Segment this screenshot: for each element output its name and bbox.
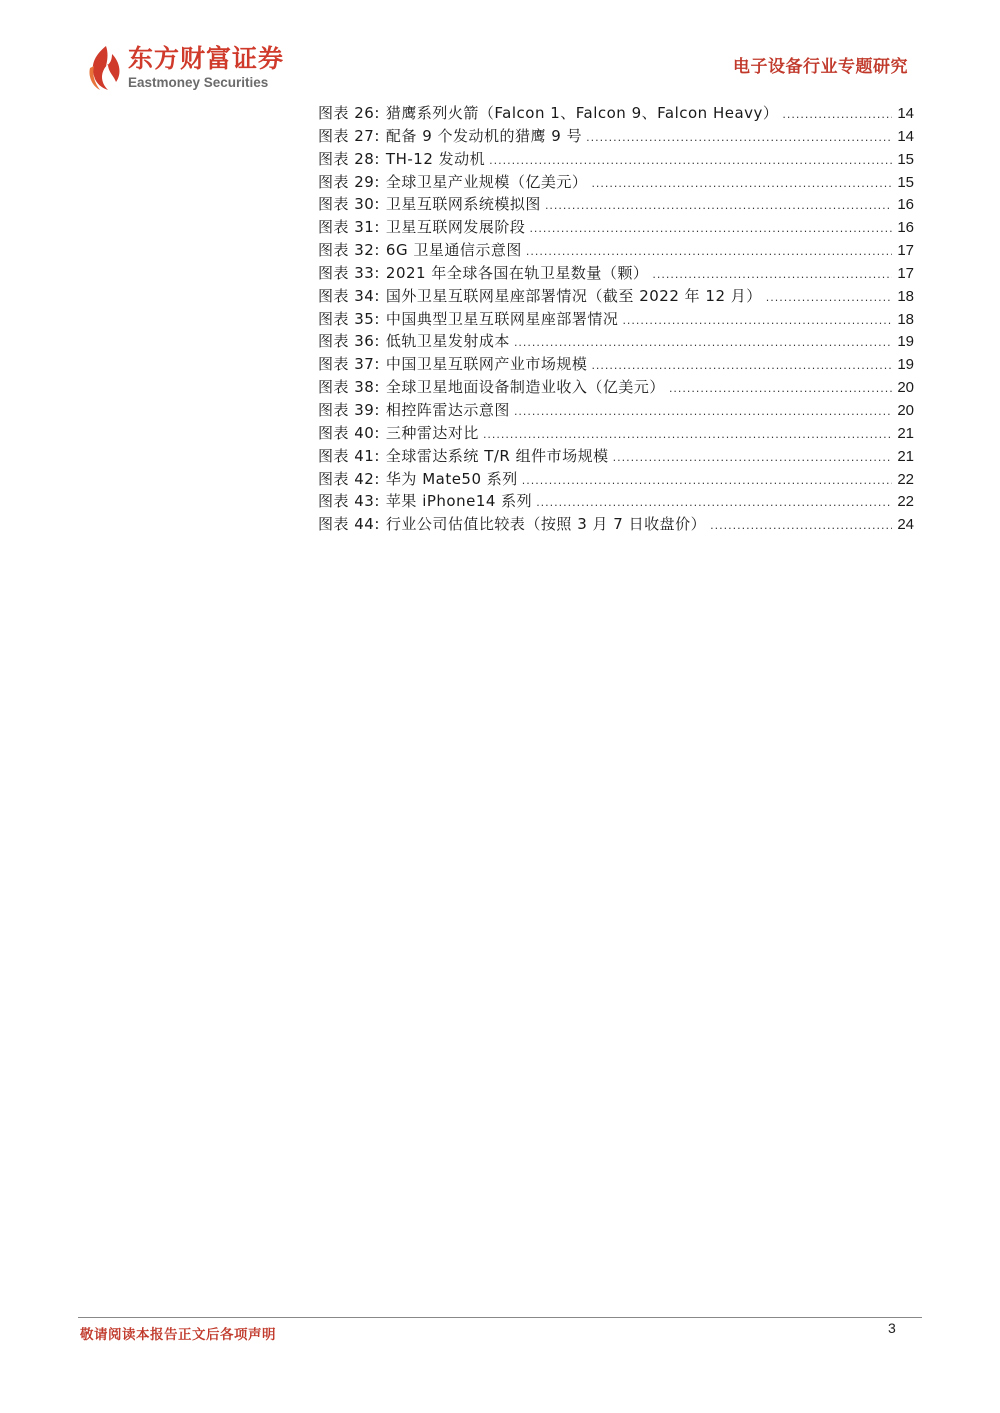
toc-entry-page: 17 bbox=[897, 264, 914, 282]
toc-entry[interactable] bbox=[318, 330, 914, 353]
toc-dot-leader bbox=[522, 468, 892, 493]
toc-dot-leader bbox=[586, 125, 892, 150]
toc-entry-page: 16 bbox=[897, 219, 914, 237]
toc-entry-label: 图表 40: bbox=[318, 423, 380, 442]
toc-entry-page: 14 bbox=[897, 127, 914, 145]
toc-entry-label: 图表 44: bbox=[318, 515, 380, 534]
toc-entry-label: 图表 37: bbox=[318, 355, 380, 374]
toc-dot-leader bbox=[591, 171, 892, 196]
toc-entry[interactable] bbox=[318, 353, 914, 376]
toc-entry-label: 图表 34: bbox=[318, 286, 380, 305]
toc-entry[interactable] bbox=[318, 239, 914, 262]
toc-entry-page: 22 bbox=[897, 493, 914, 511]
report-title: 电子设备行业专题研究 bbox=[733, 57, 908, 77]
toc-entry[interactable] bbox=[318, 308, 914, 331]
page-number: 3 bbox=[888, 1320, 896, 1336]
toc-entry-title: TH-12 发动机 bbox=[385, 149, 486, 168]
toc-entry-page: 15 bbox=[897, 150, 914, 168]
toc-entry-title: 全球卫星地面设备制造业收入（亿美元） bbox=[385, 378, 665, 397]
toc-entry-title: 猎鹰系列火箭（Falcon 1、Falcon 9、Falcon Heavy） bbox=[385, 104, 779, 122]
toc-entry-title: 苹果 iPhone14 系列 bbox=[385, 492, 533, 511]
toc-dot-leader bbox=[591, 353, 892, 378]
toc-dot-leader bbox=[782, 102, 892, 127]
toc-entry[interactable] bbox=[318, 262, 914, 285]
toc-entry-label: 图表 33: bbox=[318, 263, 380, 282]
toc-entry-title: 卫星互联网系统模拟图 bbox=[385, 195, 541, 214]
toc-entry-title: 华为 Mate50 系列 bbox=[385, 469, 518, 488]
toc-entry-title: 国外卫星互联网星座部署情况（截至 2022 年 12 月） bbox=[385, 286, 762, 305]
toc-entry-label: 图表 38: bbox=[318, 378, 380, 397]
toc-entry-page: 19 bbox=[897, 356, 914, 374]
toc-dot-leader bbox=[526, 239, 892, 264]
footer-disclaimer: 敬请阅读本报告正文后各项声明 bbox=[80, 1327, 276, 1343]
toc-entry-label: 图表 42: bbox=[318, 469, 380, 488]
toc-entry-title: 三种雷达对比 bbox=[385, 423, 479, 442]
toc-dot-leader bbox=[710, 513, 892, 538]
brand-logo bbox=[86, 44, 284, 92]
toc-entry-label: 图表 36: bbox=[318, 332, 380, 351]
toc-entry-page: 20 bbox=[897, 401, 914, 419]
toc-entry-title: 相控阵雷达示意图 bbox=[385, 400, 510, 419]
toc-entry-page: 16 bbox=[897, 196, 914, 214]
toc-entry[interactable] bbox=[318, 513, 914, 536]
toc-entry-label: 图表 26: bbox=[318, 104, 380, 122]
toc-dot-leader bbox=[514, 399, 892, 424]
toc-entry-label: 图表 28: bbox=[318, 149, 380, 168]
toc-dot-leader bbox=[622, 308, 892, 333]
toc-entry-label: 图表 41: bbox=[318, 446, 380, 465]
toc-entry-label: 图表 31: bbox=[318, 218, 380, 237]
toc-entry[interactable] bbox=[318, 102, 914, 125]
figure-table-of-contents bbox=[318, 102, 914, 536]
toc-entry-title: 中国典型卫星互联网星座部署情况 bbox=[385, 309, 619, 328]
toc-entry[interactable] bbox=[318, 399, 914, 422]
toc-dot-leader bbox=[652, 262, 892, 287]
toc-dot-leader bbox=[545, 193, 892, 218]
toc-dot-leader bbox=[669, 376, 892, 401]
toc-entry-label: 图表 39: bbox=[318, 400, 380, 419]
toc-entry-page: 20 bbox=[897, 379, 914, 397]
toc-entry-title: 低轨卫星发射成本 bbox=[385, 332, 510, 351]
toc-entry[interactable] bbox=[318, 285, 914, 308]
toc-entry-page: 22 bbox=[897, 470, 914, 488]
toc-entry-page: 18 bbox=[897, 287, 914, 305]
toc-dot-leader bbox=[766, 285, 892, 310]
toc-entry-title: 2021 年全球各国在轨卫星数量（颗） bbox=[385, 263, 649, 282]
toc-entry-label: 图表 30: bbox=[318, 195, 380, 214]
toc-entry[interactable] bbox=[318, 422, 914, 445]
toc-entry[interactable] bbox=[318, 193, 914, 216]
toc-entry[interactable] bbox=[318, 171, 914, 194]
toc-entry-title: 行业公司估值比较表（按照 3 月 7 日收盘价） bbox=[385, 515, 707, 534]
toc-dot-leader bbox=[529, 216, 892, 241]
toc-entry-label: 图表 29: bbox=[318, 172, 380, 191]
toc-entry-title: 6G 卫星通信示意图 bbox=[385, 241, 522, 260]
toc-entry[interactable] bbox=[318, 445, 914, 468]
toc-entry-title: 全球卫星产业规模（亿美元） bbox=[385, 172, 588, 191]
toc-entry[interactable] bbox=[318, 125, 914, 148]
toc-entry[interactable] bbox=[318, 148, 914, 171]
toc-entry-page: 15 bbox=[897, 173, 914, 191]
toc-entry-page: 17 bbox=[897, 242, 914, 260]
toc-entry[interactable] bbox=[318, 490, 914, 513]
flame-logo-icon bbox=[86, 44, 124, 92]
toc-dot-leader bbox=[514, 330, 892, 355]
toc-entry-page: 24 bbox=[897, 516, 914, 534]
toc-entry-page: 21 bbox=[897, 447, 914, 465]
toc-entry[interactable] bbox=[318, 376, 914, 399]
toc-entry-title: 卫星互联网发展阶段 bbox=[385, 218, 526, 237]
toc-dot-leader bbox=[483, 422, 892, 447]
toc-dot-leader bbox=[613, 445, 892, 470]
brand-name-en: Eastmoney Securities bbox=[128, 75, 269, 90]
toc-entry-title: 全球雷达系统 T/R 组件市场规模 bbox=[385, 446, 609, 465]
toc-entry-label: 图表 27: bbox=[318, 126, 380, 145]
toc-entry-label: 图表 32: bbox=[318, 241, 380, 260]
footer-divider bbox=[78, 1317, 922, 1318]
page-header bbox=[0, 0, 1000, 100]
toc-entry-title: 配备 9 个发动机的猎鹰 9 号 bbox=[385, 126, 583, 145]
toc-entry-title: 中国卫星互联网产业市场规模 bbox=[385, 355, 588, 374]
toc-entry-page: 14 bbox=[897, 105, 914, 122]
toc-entry-page: 19 bbox=[897, 333, 914, 351]
toc-entry-label: 图表 35: bbox=[318, 309, 380, 328]
toc-entry-page: 18 bbox=[897, 310, 914, 328]
toc-entry-label: 图表 43: bbox=[318, 492, 380, 511]
toc-entry[interactable] bbox=[318, 216, 914, 239]
toc-entry[interactable] bbox=[318, 468, 914, 491]
toc-dot-leader bbox=[536, 490, 892, 515]
brand-name-cn: 东方财富证券 bbox=[128, 44, 285, 73]
toc-entry-page: 21 bbox=[897, 424, 914, 442]
toc-dot-leader bbox=[489, 148, 892, 173]
